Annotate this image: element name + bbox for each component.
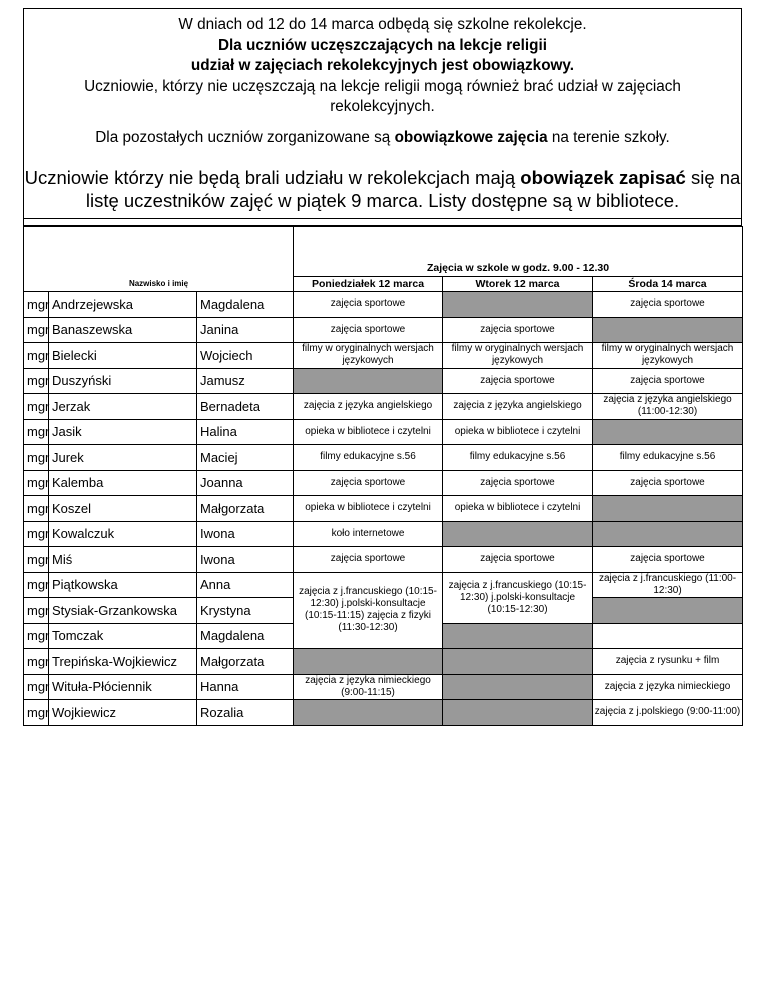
table-row: mgr Andrzejewska Magdalena zajęcia sportowe zajęcia sportowe [24,292,743,318]
table-row: mgr Koszel Małgorzata opieka w bibliotece i czytelni opieka w bibliotece i czytelni [24,496,743,522]
schedule-time-band: Zajęcia w szkole w godz. 9.00 - 12.30 [294,227,743,277]
table-row: mgr Tomczak Magdalena [24,623,743,649]
day-header-wednesday: Środa 14 marca [593,277,743,292]
table-row: mgr Wojkiewicz Rozalia zajęcia z j.polskiego (9:00-11:00) [24,700,743,726]
document-sheet [23,8,742,720]
table-row: mgr Duszyński Jamusz zajęcia sportowe zajęcia sportowe [24,368,743,394]
notice-line-1: W dniach od 12 do 14 marca odbędą się szkolne rekolekcje. [178,16,587,33]
notice-line-3: udział w zajęciach rekolekcyjnych jest obowiązkowy. [190,57,575,74]
table-row: mgr Jerzak Bernadeta zajęcia z języka angielskiego zajęcia z języka angielskiego zajęcia z języka angielskiego (11:00-12:30) [24,394,743,420]
tuesday-merged-cell: zajęcia z j.francuskiego (10:15-12:30) j.polski-konsultacje (10:15-12:30) [443,572,593,623]
notice-line-4: Uczniowie, którzy nie uczęszczają na lekcje religii mogą również brać udział w zajęciach [84,77,681,95]
table-row: mgr Wituła-Płóciennik Hanna zajęcia z języka nimieckiego (9:00-11:15) zajęcia z języka nimieckiego [24,674,743,700]
notice-intro [24,15,741,118]
day-header-monday: Poniedziałek 12 marca [294,277,443,292]
notice-divider [24,218,741,219]
day-header-tuesday: Wtorek 12 marca [443,277,593,292]
table-row: mgr Piątkowska Anna zajęcia z j.francuskiego (10:15-12:30) j.polski-konsultacje (10:15-11:15) zajęcia z fizyki (11:30-12:30) zajęcia z j.francuskiego (10:15-12:30) j.polski-konsultacje (10:15-12:30) zajęcia z j.francuskiego (11:00-12:30) [24,572,743,598]
table-row: mgr Trepińska-Wojkiewicz Małgorzata zajęcia z rysunku + film [24,649,743,675]
notice-line-5: rekolekcyjnych. [330,98,435,115]
monday-merged-cell: zajęcia z j.francuskiego (10:15-12:30) j.polski-konsultacje (10:15-11:15) zajęcia z fizyki (11:30-12:30) [294,572,443,649]
name-column-header: Nazwisko i imię [24,277,294,292]
notice-obligation: Uczniowie którzy nie będą brali udziału w rekolekcjach mają obowiązek zapisać się na listę uczestników zajęć w piątek 9 marca. Listy dostępne są w bibliotece. [24,167,741,211]
table-row: mgr Miś Iwona zajęcia sportowe zajęcia sportowe zajęcia sportowe [24,547,743,573]
table-row: mgr Jasik Halina opieka w bibliotece i czytelni opieka w bibliotece i czytelni [24,419,743,445]
table-row: mgr Kalemba Joanna zajęcia sportowe zajęcia sportowe zajęcia sportowe [24,470,743,496]
notice-other-students: Dla pozostałych uczniów zorganizowane są obowiązkowe zajęcia na terenie szkoły. [95,129,670,146]
schedule-table [23,226,743,726]
table-row: mgr Banaszewska Janina zajęcia sportowe zajęcia sportowe [24,317,743,343]
table-row: mgr Bielecki Wojciech filmy w oryginalnych wersjach językowych filmy w oryginalnych wersjach językowych filmy w oryginalnych wersjach językowych [24,343,743,369]
notice-box [23,8,742,226]
table-row: mgr Kowalczuk Iwona koło internetowe [24,521,743,547]
table-row: mgr Jurek Maciej filmy edukacyjne s.56 filmy edukacyjne s.56 filmy edukacyjne s.56 [24,445,743,471]
table-row: mgr Stysiak-Grzankowska Krystyna [24,598,743,624]
notice-line-2: Dla uczniów uczęszczających na lekcje religii [217,36,548,54]
